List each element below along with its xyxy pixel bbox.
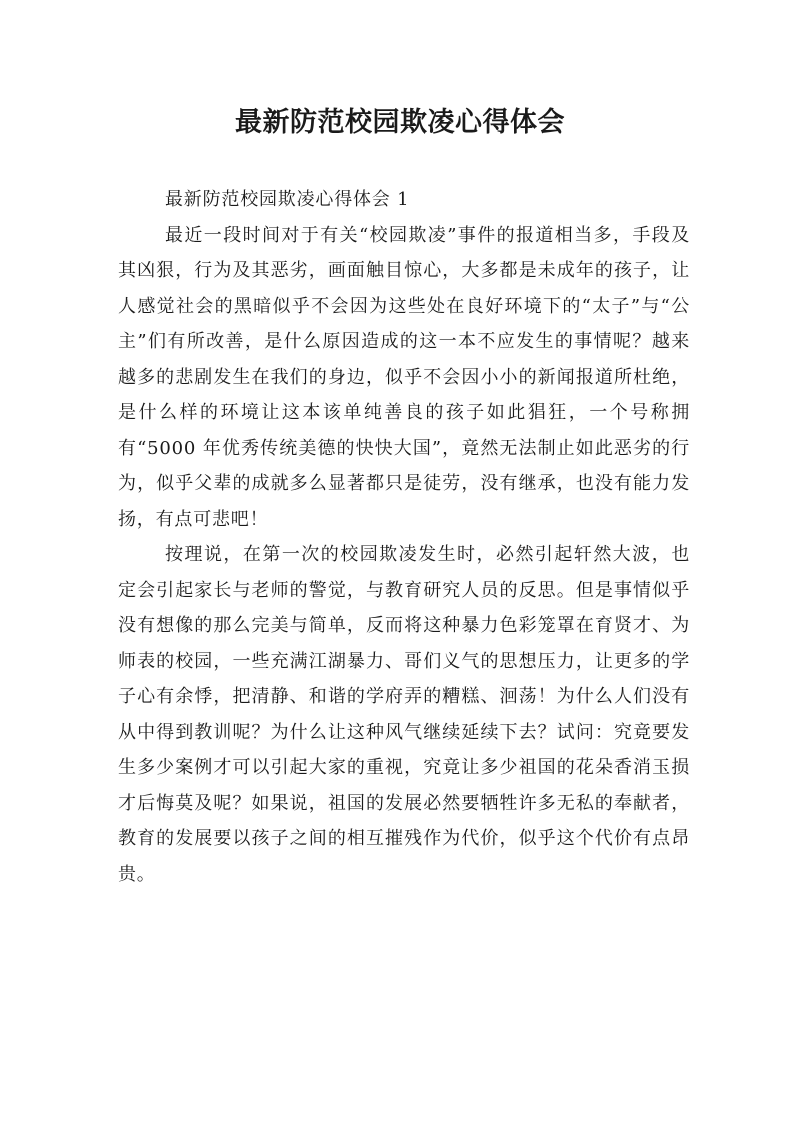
paragraph: 最近一段时间对于有关“校园欺凌”事件的报道相当多，手段及其凶狠，行为及其恶劣，画面触目惊心，大多都是未成年的孩子，让人感觉社会的黑暗似乎不会因为这些处在良好环境下的“太子”与“公主”们有所改善，是什么原因造成的这一本不应发生的事情呢？越来越多的悲剧发生在我们的身边，似乎不会因小小的新闻报道所杜绝，是什么样的环境让这本该单纯善良的孩子如此猖狂，一个号称拥有“5000 年优秀传统美德的快快大国”，竟然无法制止如此恶劣的行为，似乎父辈的成就多么显著都只是徒劳，没有继承，也没有能力发扬，有点可悲吧！ bbox=[118, 224, 690, 530]
document-body bbox=[118, 182, 690, 892]
paragraph: 按理说，在第一次的校园欺凌发生时，必然引起轩然大波，也定会引起家长与老师的警觉，与教育研究人员的反思。但是事情似乎没有想像的那么完美与简单，反而将这种暴力色彩笼罩在育贤才、为师表的校园，一些充满江湖暴力、哥们义气的思想压力，让更多的学子心有余悸，把清静、和谐的学府弄的糟糕、洄荡！为什么人们没有从中得到教训呢？为什么让这种风气继续延续下去？试问：究竟要发生多少案例才可以引起大家的重视，究竟让多少祖国的花朵香消玉损才后悔莫及呢？如果说，祖国的发展必然要牺牲许多无私的奉献者，教育的发展要以孩子之间的相互摧残作为代价，似乎这个代价有点昂贵。 bbox=[118, 544, 690, 885]
section-subtitle: 最新防范校园欺凌心得体会 1 bbox=[165, 189, 410, 210]
document-title: 最新防范校园欺凌心得体会 bbox=[235, 107, 565, 138]
